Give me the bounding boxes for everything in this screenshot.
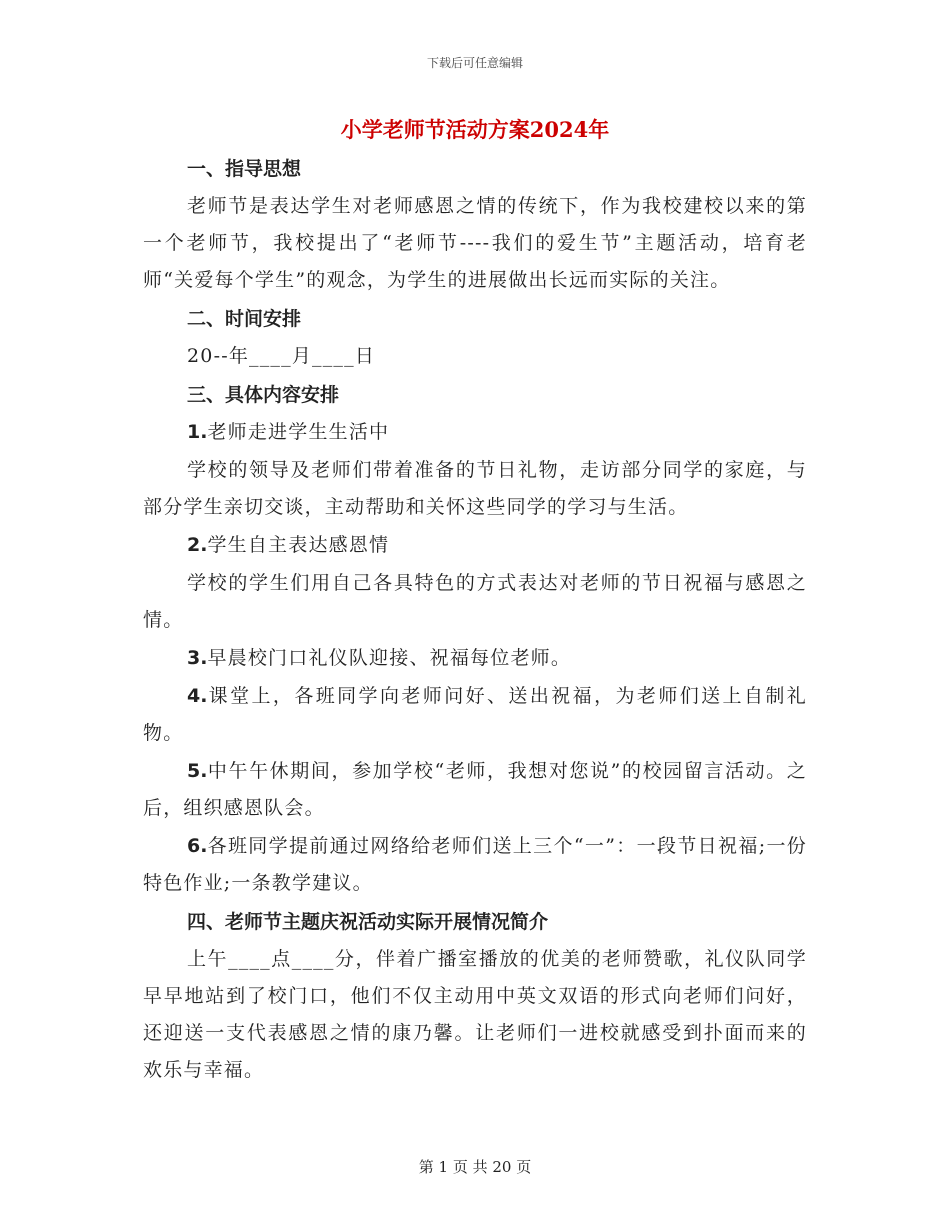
item-text: 早晨校门口礼仪队迎接、祝福每位老师。	[207, 647, 572, 669]
item-text: 课堂上，各班同学向老师问好、送出祝福，为老师们送上自制礼物。	[143, 685, 807, 744]
page-footer: 第 1 页 共 20 页	[418, 1158, 532, 1176]
section-heading-schedule: 二、时间安排	[187, 308, 302, 330]
item-text: 学生自主表达感恩情	[207, 534, 390, 556]
item-number: 2.	[187, 534, 208, 556]
list-item	[143, 753, 807, 828]
list-item	[143, 414, 807, 452]
paragraph-guiding-ideology: 老师节是表达学生对老师感恩之情的传统下，作为我校建校以来的第一个老师节，我校提出了“老师节----我们的爱生节”主题活动，培育老师“关爱每个学生”的观念，为学生的进展做出长远而实际的关注。	[143, 195, 807, 291]
item-number: 3.	[187, 647, 208, 669]
item-text: 各班同学提前通过网络给老师们送上三个“一”：一段节日祝福;一份特色作业;一条教学建议。	[143, 835, 807, 894]
item-text: 老师走进学生生活中	[207, 421, 390, 443]
list-item	[143, 527, 807, 565]
list-item	[143, 828, 807, 903]
item-text: 中午午休期间，参加学校“老师，我想对您说”的校园留言活动。之后，组织感恩队会。	[143, 760, 807, 819]
list-item	[143, 640, 807, 678]
paragraph-activity-summary: 上午____点____分，伴着广播室播放的优美的老师赞歌，礼仪队同学早早地站到了校门口，他们不仅主动用中英文双语的形式向老师们问好，还迎送一支代表感恩之情的康乃馨。让老师们一进校就感受到扑面而来的欢乐与幸福。	[143, 948, 807, 1081]
header-note: 下载后可任意编辑	[426, 56, 523, 70]
item-number: 5.	[187, 760, 208, 782]
document-title: 小学老师节活动方案2024年	[340, 117, 610, 142]
list-item	[143, 452, 807, 527]
paragraph-schedule-date: 20--年____月____日	[187, 345, 376, 367]
section-heading-content-arrangement: 三、具体内容安排	[187, 384, 340, 406]
section-heading-guiding-ideology: 一、指导思想	[187, 158, 302, 180]
section-heading-activity-summary: 四、老师节主题庆祝活动实际开展情况简介	[187, 911, 549, 933]
item-text: 学校的学生们用自己各具特色的方式表达对老师的节日祝福与感恩之情。	[143, 572, 807, 631]
item-number: 1.	[187, 421, 208, 443]
item-number: 4.	[187, 685, 208, 707]
item-text: 学校的领导及老师们带着准备的节日礼物，走访部分同学的家庭，与部分学生亲切交谈，主动帮助和关怀这些同学的学习与生活。	[143, 459, 807, 518]
list-item	[143, 678, 807, 753]
item-number: 6.	[187, 835, 208, 857]
document-body	[143, 150, 807, 1090]
list-item	[143, 565, 807, 640]
